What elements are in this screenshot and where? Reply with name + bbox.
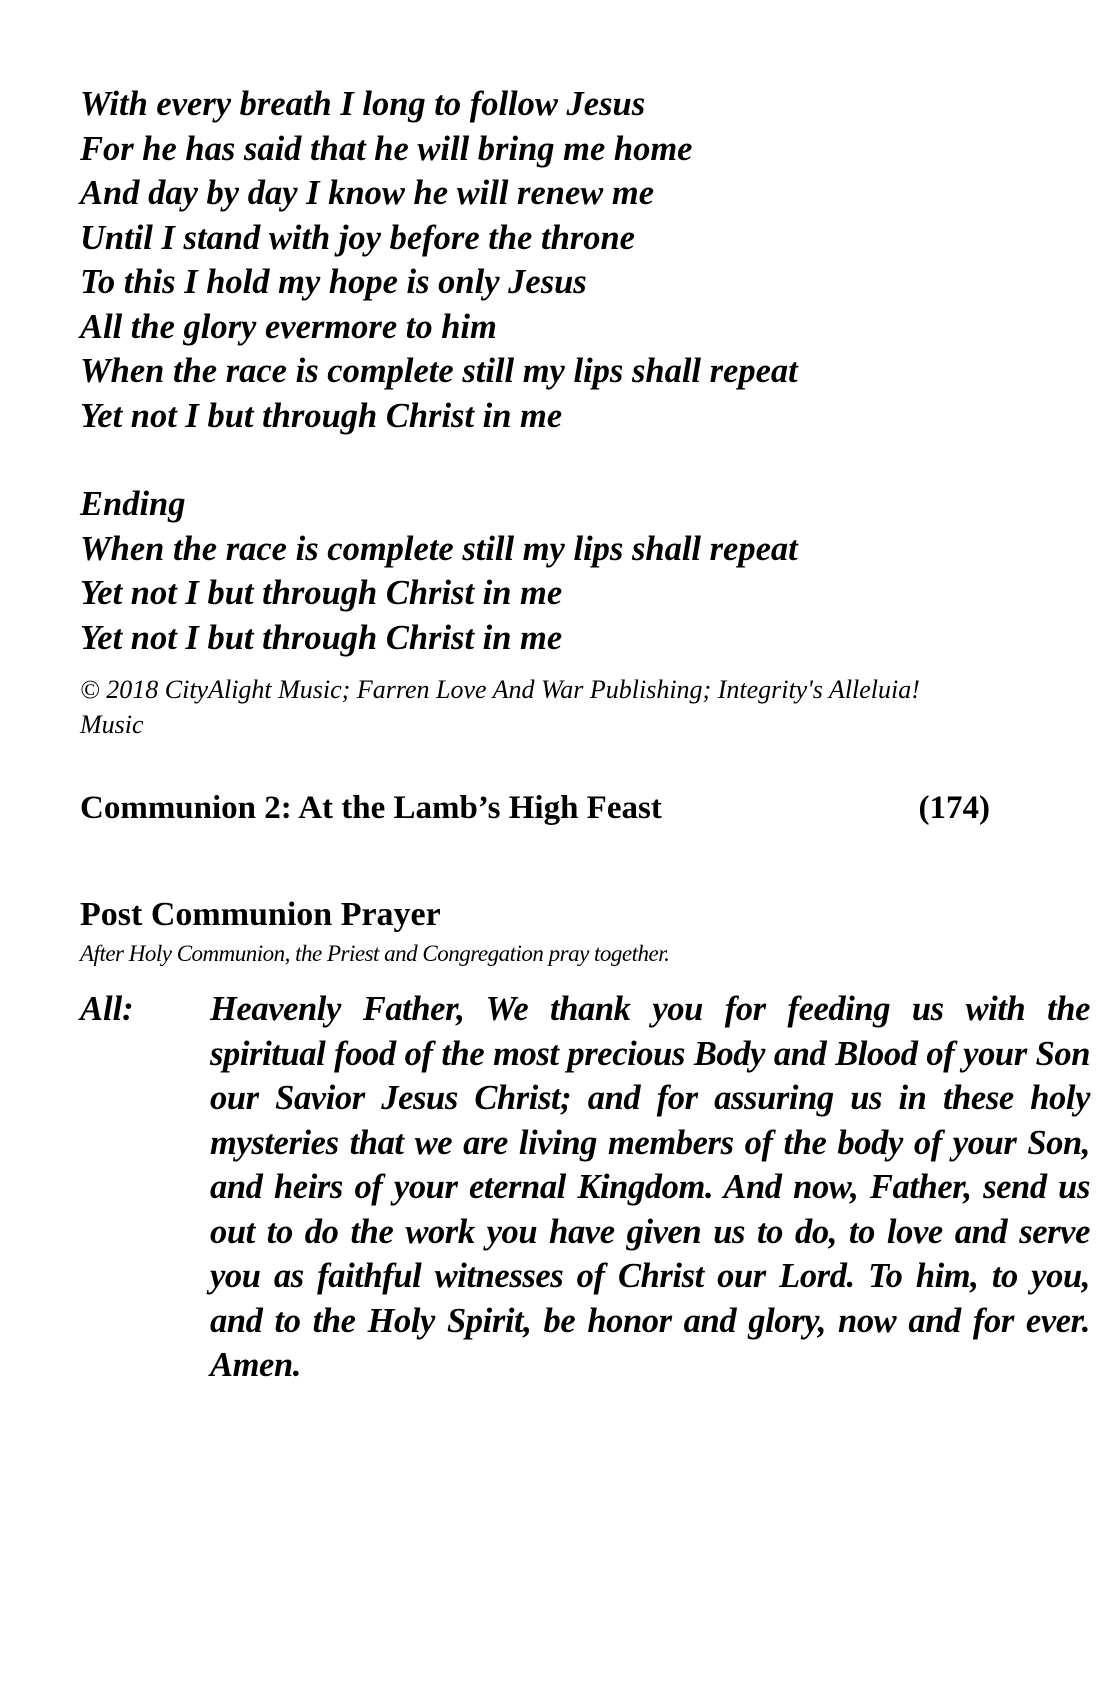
- ending-line: Yet not I but through Christ in me: [80, 618, 563, 657]
- verse-line: With every breath I long to follow Jesus: [80, 85, 646, 123]
- speaker-label: All:: [80, 990, 134, 1028]
- hymn-ending: [80, 482, 1040, 660]
- hymn-verse: [80, 82, 1040, 438]
- ending-heading: Ending: [80, 485, 186, 523]
- verse-line: To this I hold my hope is only Jesus: [80, 263, 587, 301]
- post-communion-title: Post Communion Prayer: [80, 896, 441, 933]
- hymn-number: (174): [918, 790, 990, 826]
- verse-line: And day by day I know he will renew me: [80, 174, 655, 212]
- ending-line: When the race is complete still my lips shall repeat: [80, 529, 798, 568]
- ending-line: Yet not I but through Christ in me: [80, 574, 563, 612]
- verse-line: All the glory evermore to him: [80, 307, 497, 346]
- hymn-title: Communion 2: At the Lamb’s High Feast: [80, 790, 662, 826]
- verse-line: When the race is complete still my lips shall repeat: [80, 352, 798, 390]
- communion-hymn-heading: [80, 788, 990, 828]
- verse-line: For he has said that he will bring me home: [80, 129, 693, 168]
- copyright-notice: © 2018 CityAlight Music; Farren Love And War Publishing; Integrity's Alleluia! Music: [80, 675, 920, 739]
- verse-line: Until I stand with joy before the throne: [80, 218, 635, 257]
- prayer-text: Heavenly Father, We thank you for feeding us with the spiritual food of the most precious Body and Blood of your Son our Savior Jesus Christ; and for assuring us in these holy mysteries that we are living members of the body of your Son, and heirs of your eternal Kingdom. And now, Father, send us out to do the work you have given us to do, to love and serve you as faithful witnesses of Christ our Lord. To him, to you, and to the Holy Spirit, be honor and glory, now and for ever. Amen.: [210, 990, 1090, 1384]
- rubric: After Holy Communion, the Priest and Congregation pray together.: [80, 941, 670, 966]
- verse-line: Yet not I but through Christ in me: [80, 396, 563, 435]
